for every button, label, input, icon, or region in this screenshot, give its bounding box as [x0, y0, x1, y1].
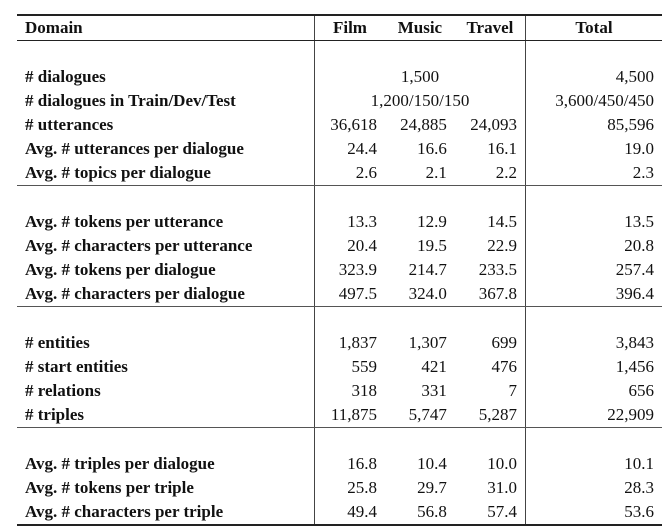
- film-value: 24.4: [347, 139, 377, 158]
- travel-value: 10.0: [487, 454, 517, 473]
- music-value: 331: [421, 381, 447, 400]
- domains-value: 1,200/150/150: [370, 91, 470, 110]
- row-label: Avg. # topics per dialogue: [17, 161, 315, 186]
- row-label: Avg. # characters per utterance: [17, 234, 315, 258]
- table-row: [17, 331, 662, 355]
- table-row: [17, 355, 662, 379]
- table-row: [17, 137, 662, 161]
- music-value: 1,307: [408, 333, 447, 352]
- row-label: Avg. # characters per triple: [17, 500, 315, 525]
- row-label: # dialogues in Train/Dev/Test: [17, 89, 315, 113]
- travel-value: 14.5: [487, 212, 517, 231]
- music-value: 324.0: [385, 282, 455, 307]
- travel-value: 5,287: [455, 403, 526, 428]
- total-value: 2.3: [526, 161, 663, 186]
- row-label: # triples: [17, 403, 315, 428]
- table-row: [17, 452, 662, 476]
- total-value: 22,909: [526, 403, 663, 428]
- travel-value: 31.0: [487, 478, 517, 497]
- film-value: 559: [351, 357, 377, 376]
- table-row: [17, 234, 662, 258]
- spacer-row: [17, 186, 662, 211]
- music-value: 19.5: [417, 236, 447, 255]
- total-value: 20.8: [526, 234, 663, 258]
- film-value: 323.9: [338, 260, 377, 279]
- travel-value: 24,093: [470, 115, 517, 134]
- statistics-table: [17, 14, 662, 526]
- film-value: 20.4: [347, 236, 377, 255]
- travel-value: 233.5: [478, 260, 517, 279]
- table-row: [17, 210, 662, 234]
- travel-value: 2.2: [455, 161, 526, 186]
- total-value: 19.0: [526, 137, 663, 161]
- music-value: 5,747: [385, 403, 455, 428]
- total-value: 13.5: [526, 210, 663, 234]
- total-value: 28.3: [526, 476, 663, 500]
- table-row: [17, 379, 662, 403]
- music-value: 24,885: [400, 115, 447, 134]
- total-value: 10.1: [526, 452, 663, 476]
- film-value: 2.6: [315, 161, 385, 186]
- travel-value: 699: [491, 333, 517, 352]
- table-header-row: [17, 15, 662, 41]
- table-row: [17, 113, 662, 137]
- travel-value: 16.1: [487, 139, 517, 158]
- total-value: 1,456: [526, 355, 663, 379]
- table-row: [17, 282, 662, 307]
- row-label: Avg. # tokens per triple: [17, 476, 315, 500]
- table-row: [17, 65, 662, 89]
- music-value: 12.9: [417, 212, 447, 231]
- film-value: 497.5: [315, 282, 385, 307]
- row-label: Avg. # characters per dialogue: [17, 282, 315, 307]
- travel-value: 22.9: [487, 236, 517, 255]
- domains-value: 1,500: [400, 67, 440, 86]
- music-value: 421: [421, 357, 447, 376]
- total-value: 396.4: [526, 282, 663, 307]
- header-travel: Travel: [455, 15, 526, 41]
- header-domain: Domain: [17, 15, 315, 41]
- table-row: [17, 500, 662, 525]
- total-value: 3,600/450/450: [526, 89, 663, 113]
- header-music: Music: [385, 15, 455, 41]
- row-label: Avg. # tokens per utterance: [17, 210, 315, 234]
- film-value: 318: [351, 381, 377, 400]
- table-row: [17, 161, 662, 186]
- film-value: 11,875: [315, 403, 385, 428]
- travel-value: 7: [508, 381, 517, 400]
- row-label: # start entities: [17, 355, 315, 379]
- travel-value: 57.4: [455, 500, 526, 525]
- total-value: 85,596: [526, 113, 663, 137]
- film-value: 13.3: [347, 212, 377, 231]
- table-row: [17, 403, 662, 428]
- film-value: 36,618: [330, 115, 377, 134]
- header-film: Film: [315, 15, 385, 41]
- spacer-row: [17, 307, 662, 332]
- table-row: [17, 258, 662, 282]
- table-row: [17, 89, 662, 113]
- film-value: 49.4: [315, 500, 385, 525]
- travel-value: 367.8: [455, 282, 526, 307]
- table-row: [17, 476, 662, 500]
- spacer-row: [17, 428, 662, 453]
- film-value: 1,837: [338, 333, 377, 352]
- row-label: Avg. # utterances per dialogue: [17, 137, 315, 161]
- total-value: 53.6: [526, 500, 663, 525]
- row-label: # dialogues: [17, 65, 315, 89]
- music-value: 16.6: [417, 139, 447, 158]
- film-value: 25.8: [347, 478, 377, 497]
- total-value: 4,500: [526, 65, 663, 89]
- header-total: Total: [526, 15, 663, 41]
- music-value: 2.1: [385, 161, 455, 186]
- music-value: 214.7: [408, 260, 447, 279]
- total-value: 3,843: [526, 331, 663, 355]
- row-label: # relations: [17, 379, 315, 403]
- row-label: # utterances: [17, 113, 315, 137]
- travel-value: 476: [491, 357, 517, 376]
- music-value: 10.4: [417, 454, 447, 473]
- spacer-row: [17, 41, 662, 66]
- film-value: 16.8: [347, 454, 377, 473]
- row-label: Avg. # tokens per dialogue: [17, 258, 315, 282]
- row-label: Avg. # triples per dialogue: [17, 452, 315, 476]
- total-value: 257.4: [526, 258, 663, 282]
- music-value: 29.7: [417, 478, 447, 497]
- row-label: # entities: [17, 331, 315, 355]
- total-value: 656: [526, 379, 663, 403]
- music-value: 56.8: [385, 500, 455, 525]
